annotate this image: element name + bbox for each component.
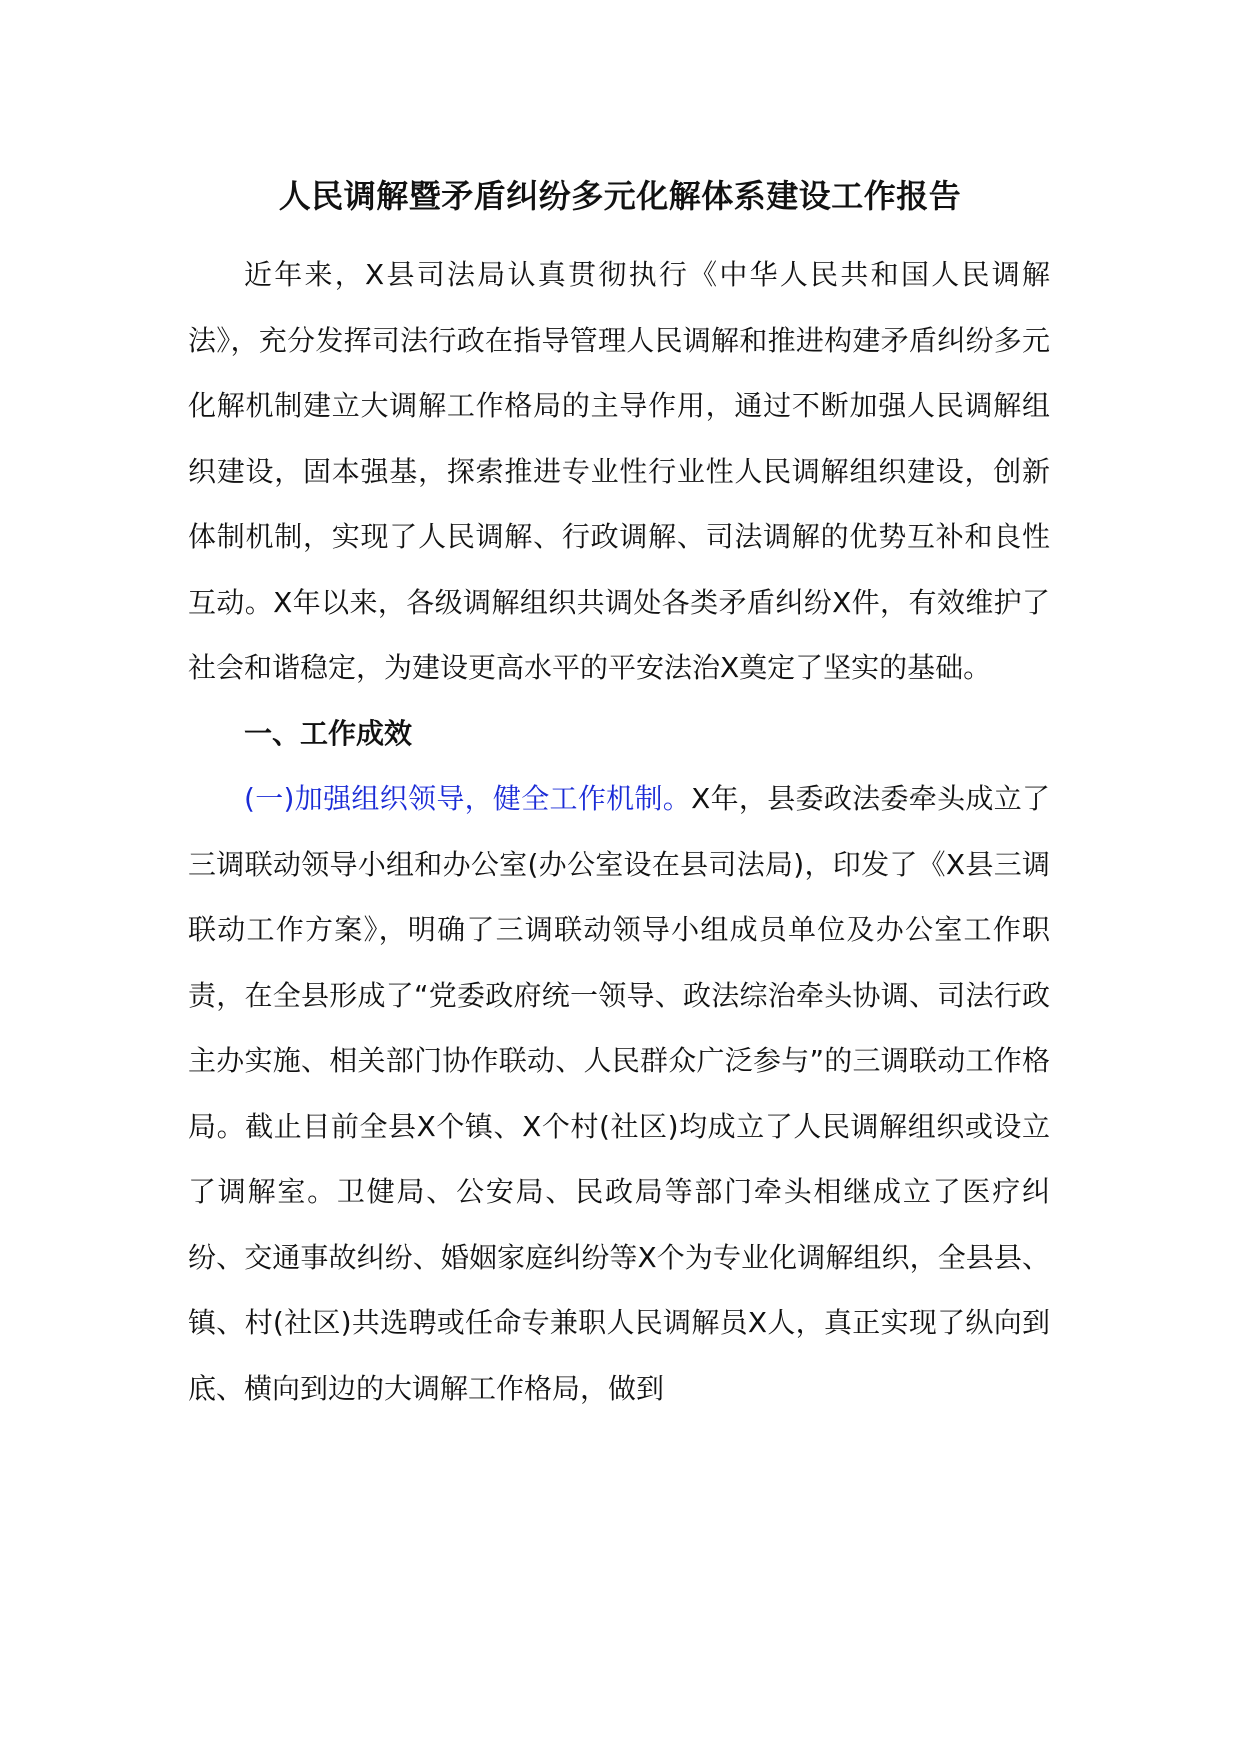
item-text: X年，县委政法委牵头成立了三调联动领导小组和办公室(办公室设在县司法局)，印发了《X县三调联动工作方案》，明确了三调联动领导小组成员单位及办公室工作职责，在全县形成了“党委政府统一领导、政法综治牵头协调、司法行政主办实施、相关部门协作联动、人民群众广泛参与”的三调联动工作格局。截止目前全县X个镇、X个村(社区)均成立了人民调解组织或设立了调解室。卫健局、公安局、民政局等部门牵头相继成立了医疗纠纷、交通事故纠纷、婚姻家庭纠纷等X个为专业化调解组织，全县县、镇、村(社区)共选聘或任命专兼职人民调解员X人，真正实现了纵向到底、横向到边的大调解工作格局，做到	[188, 782, 1050, 1405]
item-paragraph	[188, 766, 1050, 1421]
item-heading: (一)加强组织领导，健全工作机制。	[244, 782, 692, 815]
document-title: 人民调解暨矛盾纠纷多元化解体系建设工作报告	[278, 177, 962, 215]
intro-paragraph: 近年来，X县司法局认真贯彻执行《中华人民共和国人民调解法》，充分发挥司法行政在指导管理人民调解和推进构建矛盾纠纷多元化解机制建立大调解工作格局的主导作用，通过不断加强人民调解组织建设，固本强基，探索推进专业性行业性人民调解组织建设，创新体制机制，实现了人民调解、行政调解、司法调解的优势互补和良性互动。X年以来，各级调解组织共调处各类矛盾纠纷X件，有效维护了社会和谐稳定，为建设更高水平的平安法治X奠定了坚实的基础。	[188, 258, 1050, 684]
section-heading: 一、工作成效	[244, 716, 413, 750]
document-body	[188, 242, 1050, 1421]
